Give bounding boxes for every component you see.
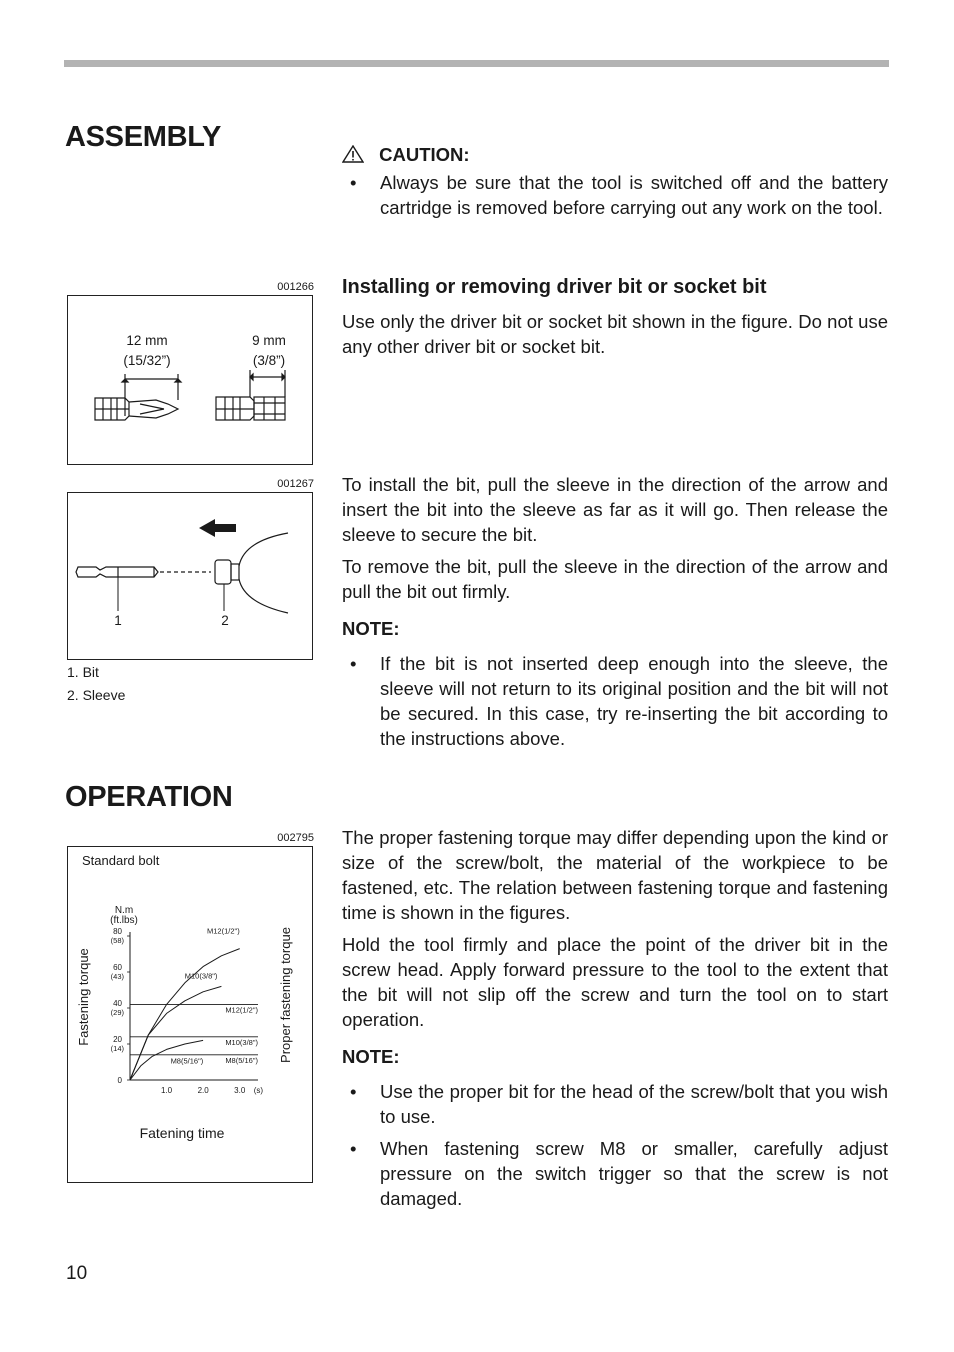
callout-1: 1: [114, 613, 122, 628]
operation-paragraph-2: Hold the tool firmly and place the point of the driver bit in the screw head. Apply forward pressure to the tool to the extent that the bit will not slip off the screw and turn the tool on to start operation.: [342, 934, 888, 1030]
caution-bullet: • Always be sure that the tool is switched off and the battery cartridge is removed before carrying out any work on the tool.: [350, 172, 888, 218]
reference-line-label: M8(5/16"): [225, 1055, 258, 1065]
note-bullet-1: • If the bit is not inserted deep enough into the sleeve, the sleeve will not return to its original position and the bit will not be secured. In this case, try re-inserting the bit according to the instructions above.: [350, 653, 888, 749]
y-tick-label: 60: [113, 963, 122, 972]
y-tick-label: 20: [113, 1035, 122, 1044]
x-axis-label: Fatening time: [139, 1125, 225, 1141]
series-label: M12(1/2"): [207, 926, 240, 936]
warning-icon: [342, 144, 379, 165]
y-axis-label: Fastening torque: [76, 948, 91, 1046]
socket-bit-drawing: [216, 370, 285, 420]
chart-title: Standard bolt: [82, 853, 160, 868]
y-unit: N.m: [114, 905, 134, 916]
legend-item: 1. Bit: [67, 664, 99, 680]
right-axis-label: Proper fastening torque: [278, 927, 293, 1063]
legend-item: 2. Sleeve: [67, 687, 126, 703]
dim-left-label: 12 mm: [126, 333, 168, 348]
note-bullet-2b: • When fastening screw M8 or smaller, carefully adjust pressure on the switch trigger so that the screw is not damaged.: [350, 1138, 888, 1209]
figure-2-legend: [67, 661, 125, 707]
note-label-2: NOTE:: [342, 1046, 400, 1067]
assembly-title: ASSEMBLY: [65, 121, 222, 153]
y-tick-alt-label: (14): [110, 1044, 124, 1053]
callout-2: 2: [221, 613, 229, 628]
dim-right-inch: (3/8”): [252, 353, 286, 368]
figure-3-id: 002795: [277, 832, 314, 844]
series-line: [130, 986, 221, 1080]
caution-block: [342, 142, 888, 220]
page-number: 10: [66, 1263, 88, 1284]
y-tick-alt-label: (29): [110, 1008, 124, 1017]
figure-1-bit-dimensions: [67, 295, 313, 465]
top-rule: [64, 60, 889, 67]
y-tick-label: 80: [113, 927, 122, 936]
phillips-bit-drawing: [95, 374, 181, 420]
section-heading: Installing or removing driver bit or socket bit: [342, 276, 767, 298]
remove-paragraph: To remove the bit, pull the sleeve in the direction of the arrow and pull the bit out firmly.: [342, 556, 888, 602]
y-unit-alt: (ft.lbs): [110, 915, 138, 926]
operation-title: OPERATION: [65, 781, 233, 813]
x-tick-label: 3.0: [234, 1086, 246, 1095]
x-tick-label: 2.0: [197, 1086, 209, 1095]
reference-line-label: M12(1/2"): [225, 1005, 258, 1015]
figure-1-id: 001266: [277, 281, 314, 293]
install-remove-text: [342, 472, 888, 751]
install-paragraph: To install the bit, pull the sleeve in the direction of the arrow and insert the bit into the sleeve as far as it will go. Then release the sleeve to secure the bit.: [342, 474, 888, 545]
x-unit-label: (s): [253, 1086, 264, 1095]
y-tick-label: 0: [117, 1076, 122, 1085]
bit-drawing: [76, 567, 211, 577]
section-intro: Use only the driver bit or socket bit shown in the figure. Do not use any other driver bit or socket bit.: [342, 311, 888, 357]
note-bullet-2a: • Use the proper bit for the head of the screw/bolt that you wish to use.: [350, 1081, 888, 1127]
series-label: M10(3/8"): [184, 971, 218, 981]
y-tick-alt-label: (43): [110, 972, 124, 981]
operation-text: [342, 825, 888, 1211]
figure-2-bit-insertion: [67, 492, 313, 660]
note-label-1: NOTE:: [342, 618, 400, 639]
caution-label: CAUTION:: [379, 144, 470, 165]
y-tick-alt-label: (58): [110, 936, 124, 945]
arrow-left-icon: [199, 519, 236, 537]
figure-2-id: 001267: [277, 478, 314, 490]
figure-3-torque-chart: [67, 846, 313, 1183]
dim-right-label: 9 mm: [252, 333, 286, 348]
reference-line-label: M10(3/8"): [225, 1037, 258, 1047]
operation-paragraph-1: The proper fastening torque may differ depending upon the kind or size of the screw/bolt, the material of the workpiece to be fastened, etc. The relation between fastening torque and fastening time is shown in the figures.: [342, 827, 888, 923]
dim-left-inch: (15/32”): [123, 353, 171, 368]
x-tick-label: 1.0: [161, 1086, 173, 1095]
series-label: M8(5/16"): [170, 1056, 204, 1066]
sleeve-drawing: [215, 533, 288, 613]
y-tick-label: 40: [113, 999, 122, 1008]
